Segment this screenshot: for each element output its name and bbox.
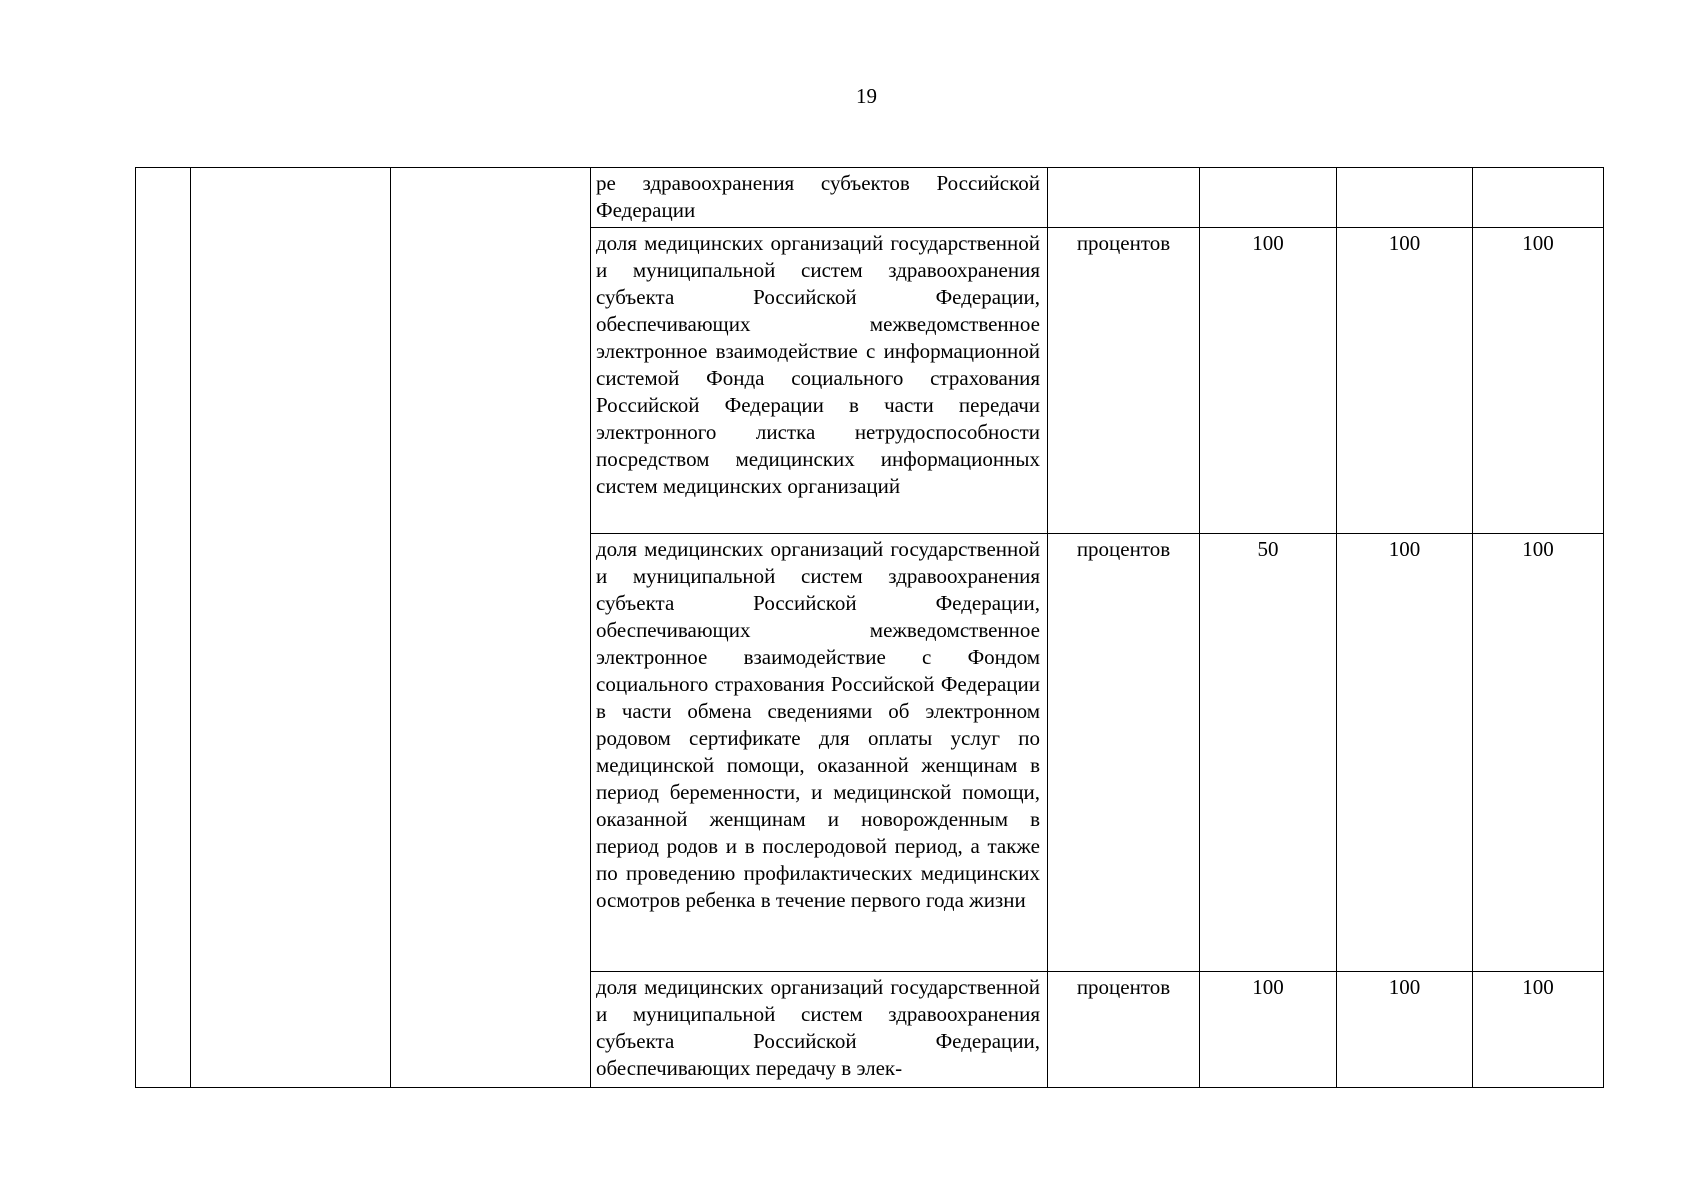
unit-cell: процентов: [1048, 534, 1200, 972]
value-cell: 100: [1200, 972, 1337, 1088]
page-number: 19: [856, 84, 877, 108]
value-cell: 100: [1337, 534, 1473, 972]
value-cell: 50: [1200, 534, 1337, 972]
value-cell: 100: [1200, 228, 1337, 534]
task-cell: [391, 168, 591, 1088]
number-cell: [136, 168, 191, 1088]
unit-cell: процентов: [1048, 972, 1200, 1088]
unit-cell: [1048, 168, 1200, 228]
value-cell: 100: [1337, 228, 1473, 534]
value-cell: 100: [1473, 534, 1604, 972]
project-cell: [191, 168, 391, 1088]
value-cell: 100: [1337, 972, 1473, 1088]
indicator-cell: доля медицинских организаций государственной и муниципальной систем здравоохранения субъекта Российской Федерации, обеспечивающих межведомственное электронное взаимодействие с информационной системой Фонда социального страхования Российской Федерации в части передачи электронного листка нетрудоспособности посредством медицинских информационных систем медицинских организаций: [591, 228, 1048, 534]
indicator-cell: доля медицинских организаций государственной и муниципальной систем здравоохранения субъекта Российской Федерации, обеспечивающих передачу в элек-: [591, 972, 1048, 1088]
value-cell: [1200, 168, 1337, 228]
value-cell: [1473, 168, 1604, 228]
value-cell: [1337, 168, 1473, 228]
value-cell: 100: [1473, 972, 1604, 1088]
indicator-cell: доля медицинских организаций государственной и муниципальной систем здравоохранения субъекта Российской Федерации, обеспечивающих межведомственное электронное взаимодействие с Фондом социального страхования Российской Федерации в части обмена сведениями об электронном родовом сертификате для оплаты услуг по медицинской помощи, оказанной женщинам в период беременности, и медицинской помощи, оказанной женщинам и новорожденным в период родов и в послеродовой период, а также по проведению профилактических медицинских осмотров ребенка в течение первого года жизни: [591, 534, 1048, 972]
indicator-cell: ре здравоохранения субъектов Российской Федерации: [591, 168, 1048, 228]
unit-cell: процентов: [1048, 228, 1200, 534]
indicators-table: [135, 167, 1604, 1088]
table-row: [136, 168, 1604, 228]
value-cell: 100: [1473, 228, 1604, 534]
